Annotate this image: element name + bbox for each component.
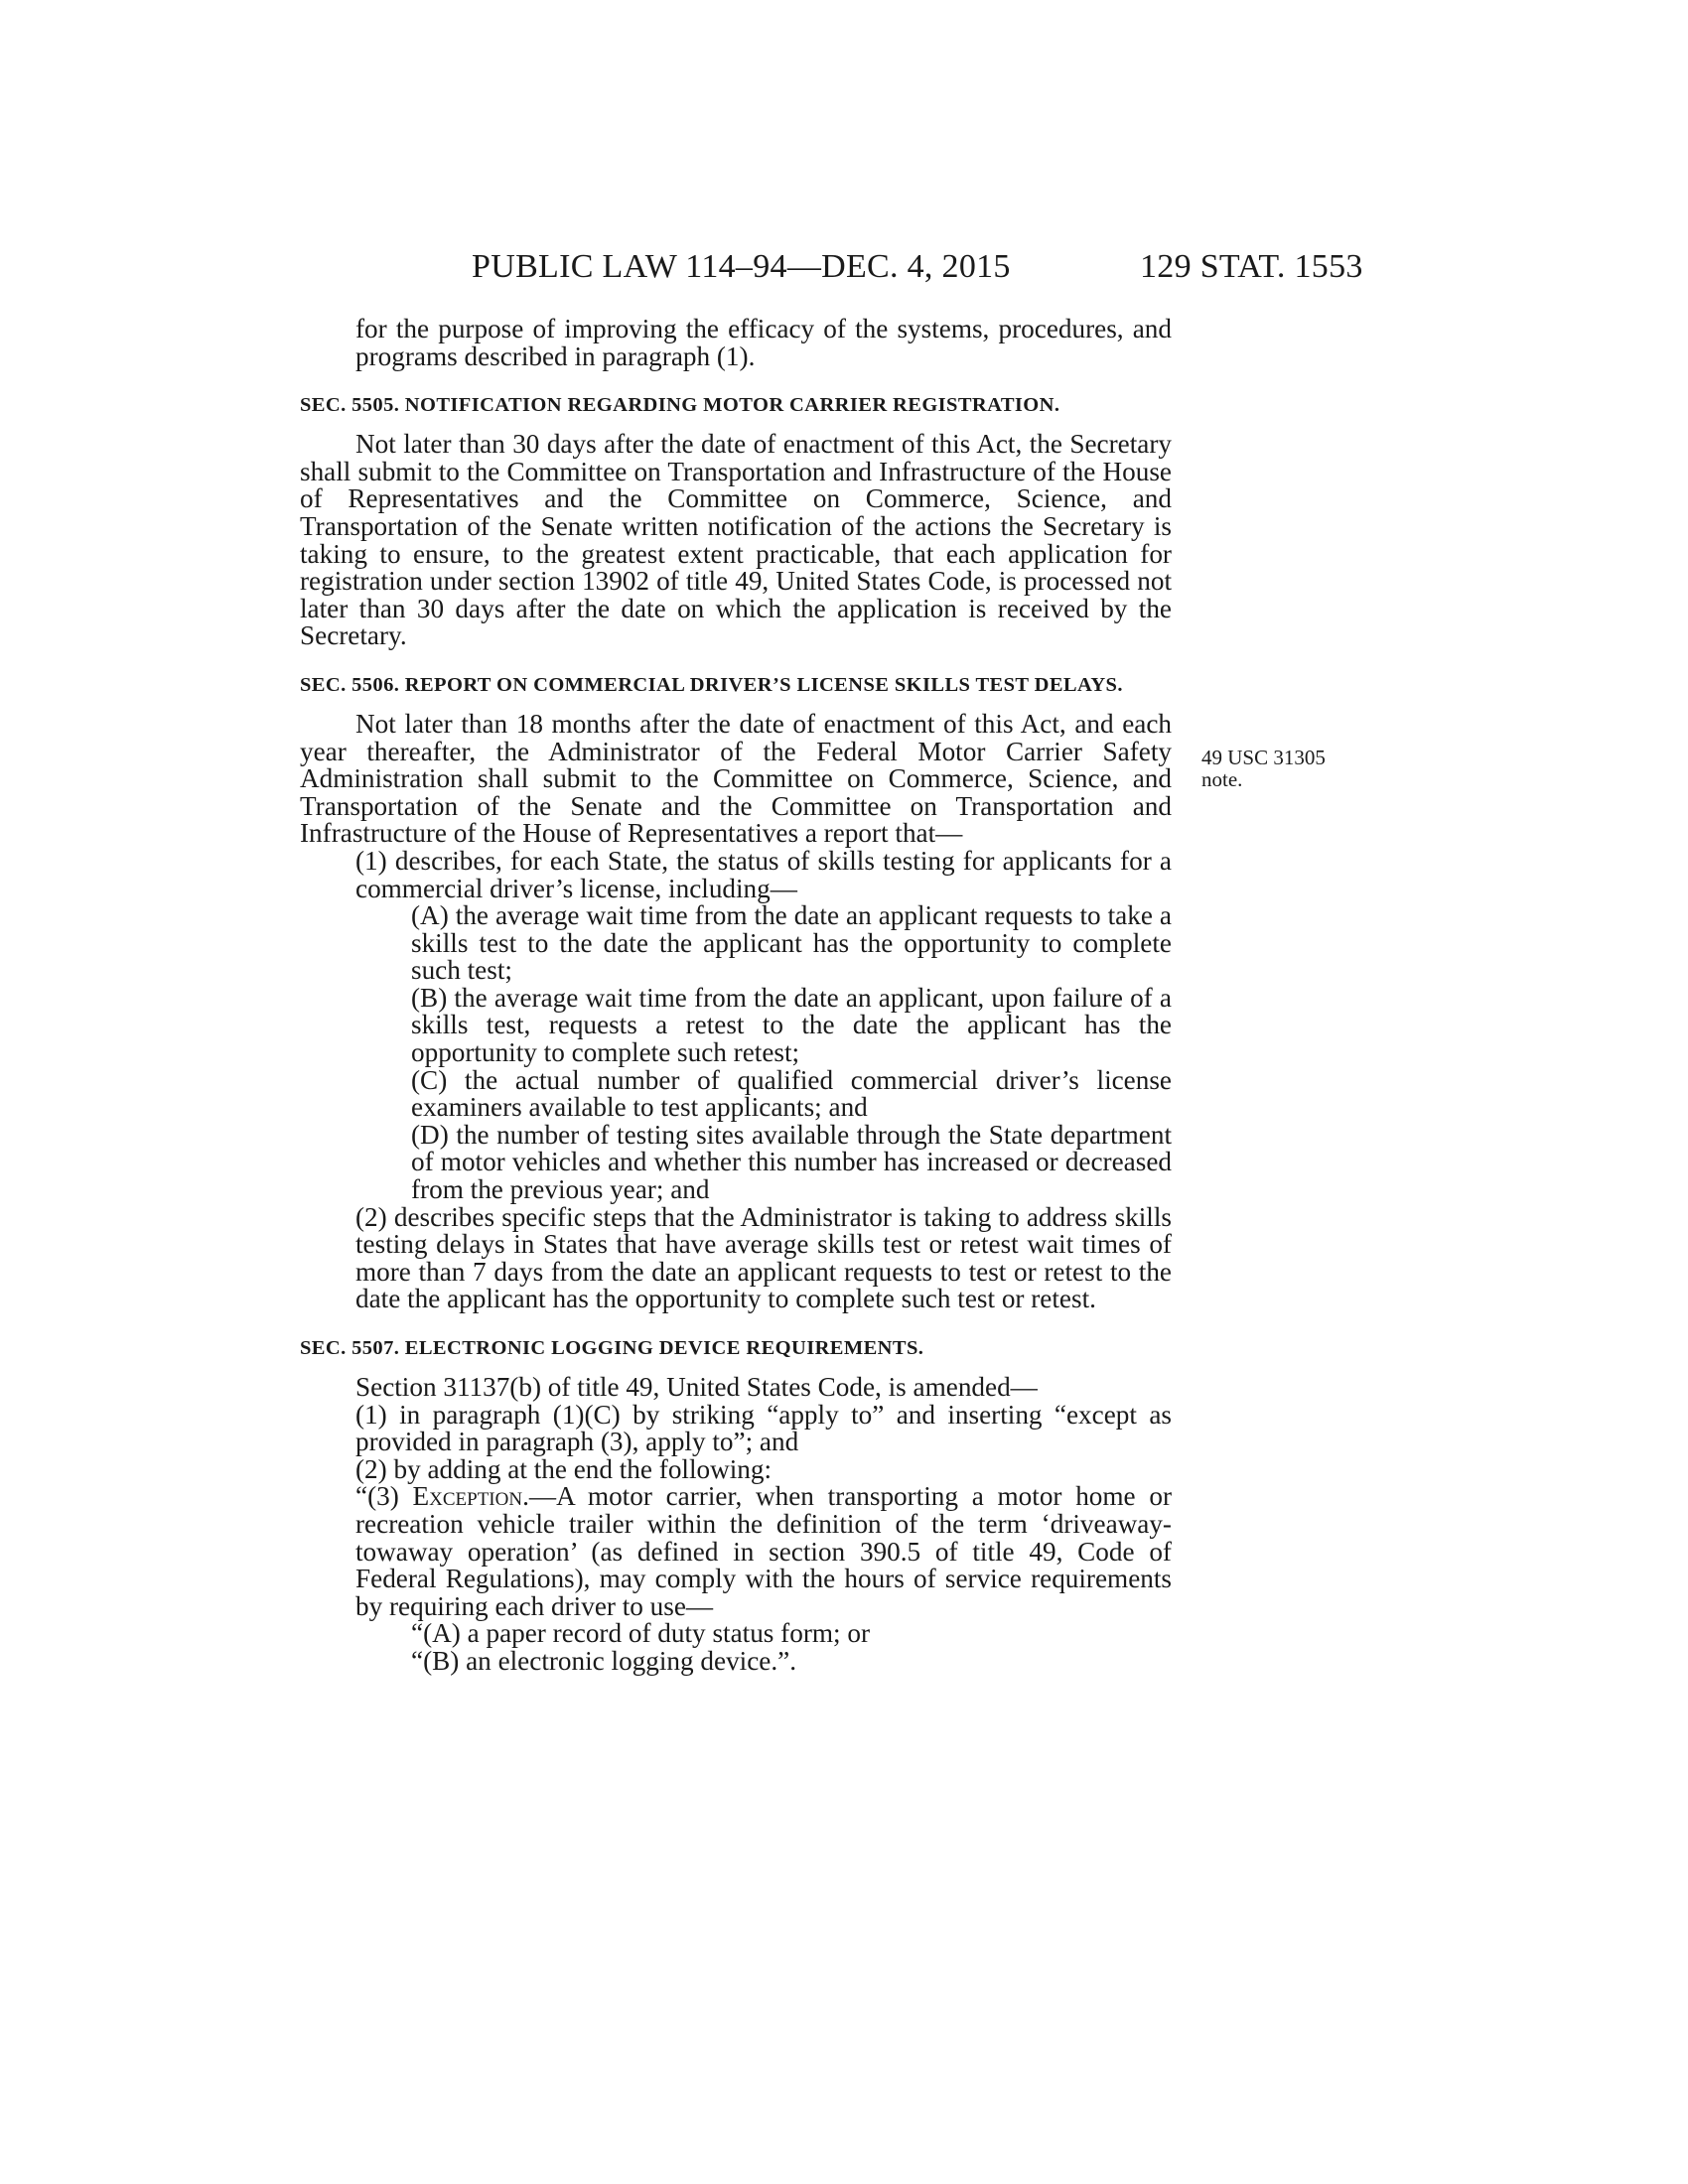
section-5507-subparagraph-a: “(A) a paper record of duty status form; or (411, 1618, 871, 1649)
section-5506-intro: Not later than 18 months after the date of enactment of this Act, and each year thereafter, the Administrator of the Federal Motor Carrier Safety Administration shall submit to the Committee on Commerce, Science, and Transportation of the Senate and the Committee on Transportation and Infrastructure of the House of Representatives a report that— (300, 708, 1172, 849)
running-header-title: PUBLIC LAW 114–94—DEC. 4, 2015 (472, 248, 1011, 285)
section-5507-paragraph-1: (1) in paragraph (1)(C) by striking “apply to” and inserting “except as provided in paragraph (3), apply to”; and (355, 1399, 1172, 1457)
section-5505-heading: SEC. 5505. NOTIFICATION REGARDING MOTOR CARRIER REGISTRATION. (300, 394, 1060, 417)
margin-note-citation: 49 USC 31305 (1201, 746, 1326, 769)
paragraph-3-text: .—A motor carrier, when transporting a motor home or recreation vehicle trailer within the definition of the term ‘driveaway-towaway operation’ (as defined in section 390.5 of title 49, Code of Federal Regulations), may comply with the hours of service requirements by requiring each driver to use— (355, 1481, 1172, 1621)
section-5506-subparagraph-c: (C) the actual number of qualified commercial driver’s license examiners available to test applicants; and (411, 1064, 1172, 1123)
section-5507-paragraph-3 (300, 1483, 1172, 1620)
paragraph-3-prefix: “(3) (355, 1481, 413, 1512)
section-5507-subparagraph-b: “(B) an electronic logging device.”. (411, 1645, 797, 1676)
section-5506-subparagraph-a: (A) the average wait time from the date an applicant requests to take a skills test to the date the applicant has the opportunity to complete such test; (411, 900, 1172, 986)
section-5507-intro: Section 31137(b) of title 49, United States Code, is amended— (355, 1372, 1038, 1402)
section-5506-heading: SEC. 5506. REPORT ON COMMERCIAL DRIVER’S LICENSE SKILLS TEST DELAYS. (300, 673, 1123, 696)
section-5507-heading: SEC. 5507. ELECTRONIC LOGGING DEVICE REQUIREMENTS. (300, 1337, 924, 1359)
margin-note-suffix: note. (1201, 767, 1243, 791)
section-5506-paragraph-2: (2) describes specific steps that the Administrator is taking to address skills testing delays in States that have average skills test or retest wait times of more than 7 days from the date an applicant requests to test or retest to the date the applicant has the opportunity to complete such test or retest. (355, 1201, 1172, 1314)
section-5506-subparagraph-b: (B) the average wait time from the date an applicant, upon failure of a skills test, requests a retest to the date the applicant has the opportunity to complete such retest; (411, 982, 1172, 1068)
section-5506-subparagraph-d: (D) the number of testing sites available through the State department of motor vehicles and whether this number has increased or decreased from the previous year; and (411, 1119, 1172, 1205)
section-5507-paragraph-2: (2) by adding at the end the following: (355, 1453, 773, 1484)
paragraph-3-exception-label: Exception (412, 1481, 523, 1512)
running-header-page-number: 129 STAT. 1553 (1140, 248, 1363, 285)
section-5506-paragraph-1: (1) describes, for each State, the status of skills testing for applicants for a commercial driver’s license, including— (355, 845, 1172, 903)
carryover-paragraph: for the purpose of improving the efficacy of the systems, procedures, and programs described in paragraph (1). (355, 314, 1172, 371)
text-column (300, 316, 1172, 1676)
margin-note (1201, 747, 1326, 790)
section-5505-text: Not later than 30 days after the date of enactment of this Act, the Secretary shall submit to the Committee on Transportation and Infrastructure of the House of Representatives and the Committee on Commerce, Science, and Transportation of the Senate written notification of the actions the Secretary is taking to ensure, to the greatest extent practicable, that each application for registration under section 13902 of title 49, United States Code, is processed not later than 30 days after the date on which the application is received by the Secretary. (300, 429, 1172, 651)
